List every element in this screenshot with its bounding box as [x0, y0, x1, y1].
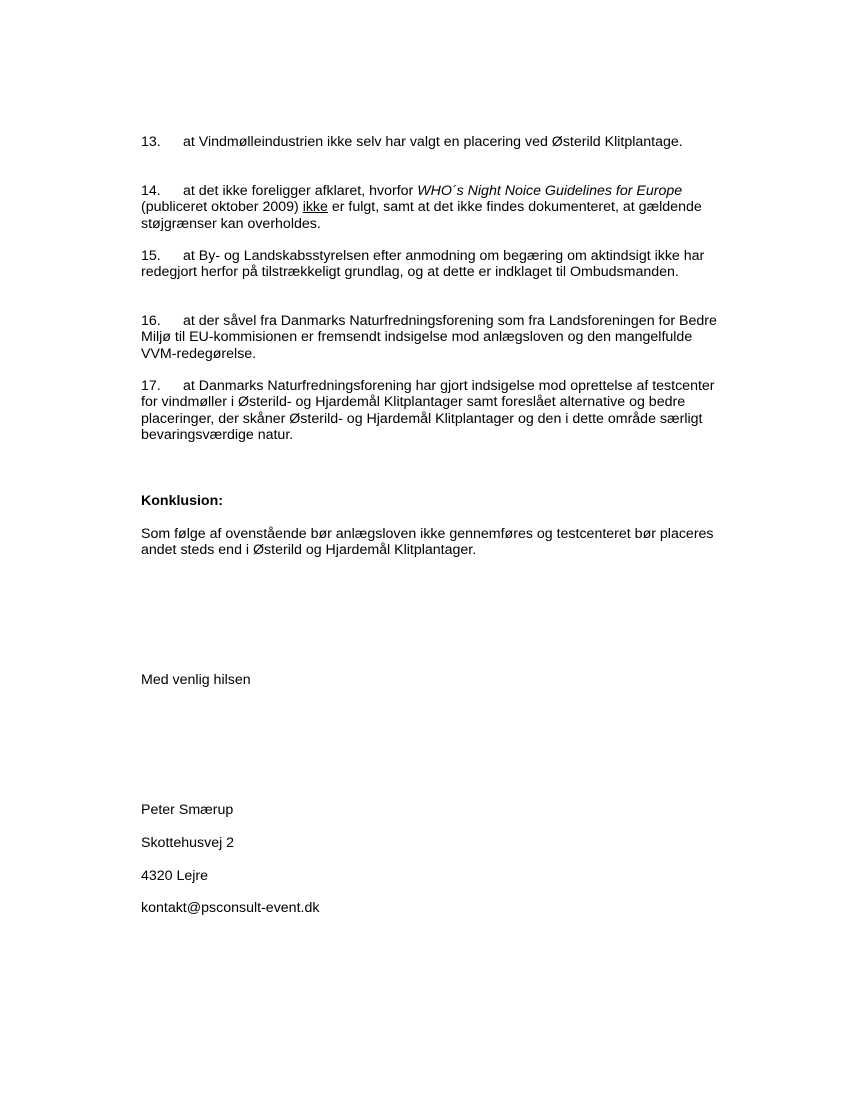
list-item-14 [141, 183, 721, 232]
closing-greeting: Med venlig hilsen [141, 672, 251, 688]
emphasis-underlined: ikke [302, 199, 328, 216]
item-text: at Danmarks Naturfredningsforening har gjort indsigelse mod oprettelse af testcenter for vindmøller i Østerild- og Hjardemål Klitplantager samt foreslået alternative og bedre placeringer, der skåner Østerild- og Hjardemål Klitplantager og den i dette område særligt bevaringsværdige natur. [141, 378, 715, 444]
item-text: at Vindmølleindustrien ikke selv har valgt en placering ved Østerild Klitplantage. [183, 134, 683, 150]
list-item-17 [141, 378, 721, 444]
item-text: at det ikke foreligger afklaret, hvorfor [183, 183, 418, 199]
list-item-13 [141, 134, 721, 150]
item-number: 13. [141, 134, 161, 150]
conclusion-text: Som følge af ovenstående bør anlægsloven ikke gennemføres og testcenteret bør placeres andet steds end i Østerild og Hjardemål Klitplantager. [141, 526, 714, 559]
item-text: er fulgt, samt at det ikke findes dokumenteret, at gældende støjgrænser kan overholdes. [141, 199, 702, 232]
conclusion-heading: Konklusion: [141, 493, 223, 509]
signature-name: Peter Smærup [141, 802, 234, 818]
signature-city: 4320 Lejre [141, 868, 209, 884]
item-number: 16. [141, 313, 161, 329]
guideline-title: WHO´s Night Noice Guidelines for Europe [417, 183, 683, 199]
item-number: 14. [141, 183, 161, 199]
signature-email: kontakt@psconsult-event.dk [141, 900, 320, 916]
item-number: 15. [141, 248, 161, 264]
list-item-16 [141, 313, 721, 362]
item-number: 17. [141, 378, 161, 394]
item-text: at By- og Landskabsstyrelsen efter anmodning om begæring om aktindsigt ikke har redegjort herfor på tilstrækkeligt grundlag, og at dette er indklaget til Ombudsmanden. [141, 248, 705, 281]
item-text: at der såvel fra Danmarks Naturfredningsforening som fra Landsforeningen for Bedre Miljø til EU-kommisionen er fremsendt indsigelse mod anlægsloven og den mangelfulde VVM-redegørelse. [141, 313, 717, 362]
signature-street: Skottehusvej 2 [141, 835, 235, 851]
list-item-15 [141, 248, 721, 281]
item-text: (publiceret oktober 2009) [141, 199, 303, 216]
